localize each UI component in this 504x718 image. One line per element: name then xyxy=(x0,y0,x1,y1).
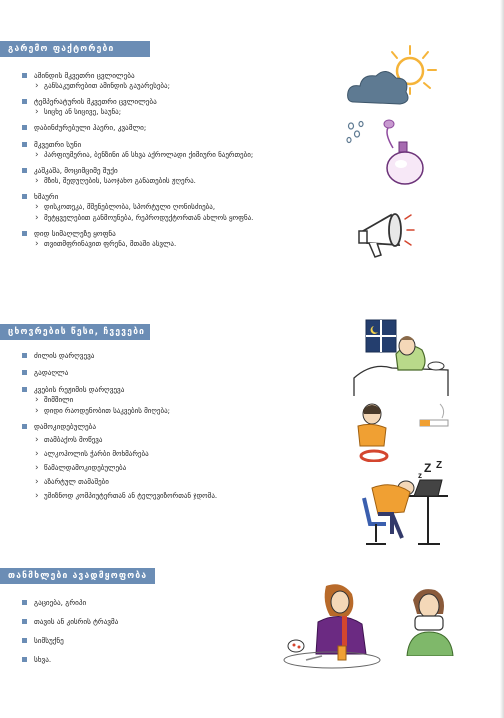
sleep-window-illustration xyxy=(352,318,452,398)
list-item: ამინდის მკვეთრი ცვლილება › განსაკუთრებით ამინდის გაუარესება; xyxy=(22,70,322,92)
svg-text:Z: Z xyxy=(436,460,443,471)
perfume-icon xyxy=(345,118,435,190)
sleeping-at-computer-illustration xyxy=(352,458,452,550)
section-header-environment: გარემო ფაქტორები xyxy=(0,41,150,57)
list-item: მკვეთრი სუნი › პარფიუმერია, ბენზინი ან სხვა აქროლადი ქიმიური ნაერთები; xyxy=(22,139,322,161)
list-item: თავის ან კისრის ტრავმა xyxy=(22,616,272,627)
list-item: ხმაური › დისკოთეკა, მშენებლობა, სპორტული ღონისძიება, › მეტყველებით განმოუნება, რეპროდუქტორთან ახლოს ყოფნა. xyxy=(22,191,322,224)
page-edge-shadow xyxy=(500,0,504,718)
section-header-lifestyle: ცხოვრების წესი, ჩვევები xyxy=(0,324,150,340)
list-item: გადაღლა xyxy=(22,367,322,378)
list-item: დამოკიდებულება › თამბაქოს მოწევა › ალკოჰოლის ჭარბი მოხმარება › წამალდამოკიდებულება › აზარტულ თამაშები › უმიზნოდ კომპიუტერთან ან ტელევიზორთან ჯდომა. xyxy=(22,421,322,502)
sun-cloud-icon xyxy=(340,42,440,114)
list-item: სხვა. xyxy=(22,654,272,665)
sick-woman-illustration xyxy=(282,580,387,672)
list-item: დიდ სიმაღლეზე ყოფნა › თვითმფრინავით ფრენა, მთაში ასვლა. xyxy=(22,228,322,250)
svg-text:Z: Z xyxy=(424,461,432,475)
list-item: კვების რეჟიმის დარღვევა › შიმშილი › დიდი რაოდენობით საკვების მიღება; xyxy=(22,384,322,417)
list-item: ძილის დარღვევა xyxy=(22,350,322,361)
neck-brace-illustration xyxy=(405,586,455,656)
comorbidity-list xyxy=(22,597,272,665)
lifestyle-list xyxy=(22,350,322,502)
environment-list xyxy=(22,70,322,250)
list-item: გაციება, გრიპი xyxy=(22,597,272,608)
list-item: კაშკაშა, მოციმციმე შუქი › მზის, შედუღების, საოჯახო განათების ჟღერა. xyxy=(22,165,322,187)
megaphone-icon xyxy=(355,205,415,263)
list-item: სიმსუქნე xyxy=(22,635,272,646)
section-header-comorbidity: თანმხლები ავადმყოფობა xyxy=(0,568,155,584)
list-item: ტემპერატურის მკვეთრი ცვლილება › სიცხე ან სიცივე, საუნა; xyxy=(22,96,322,118)
smoking-person-illustration xyxy=(350,402,455,462)
list-item: დაბინძურებული ჰაერი, კვამლი; xyxy=(22,122,322,133)
svg-text:z: z xyxy=(418,471,422,480)
